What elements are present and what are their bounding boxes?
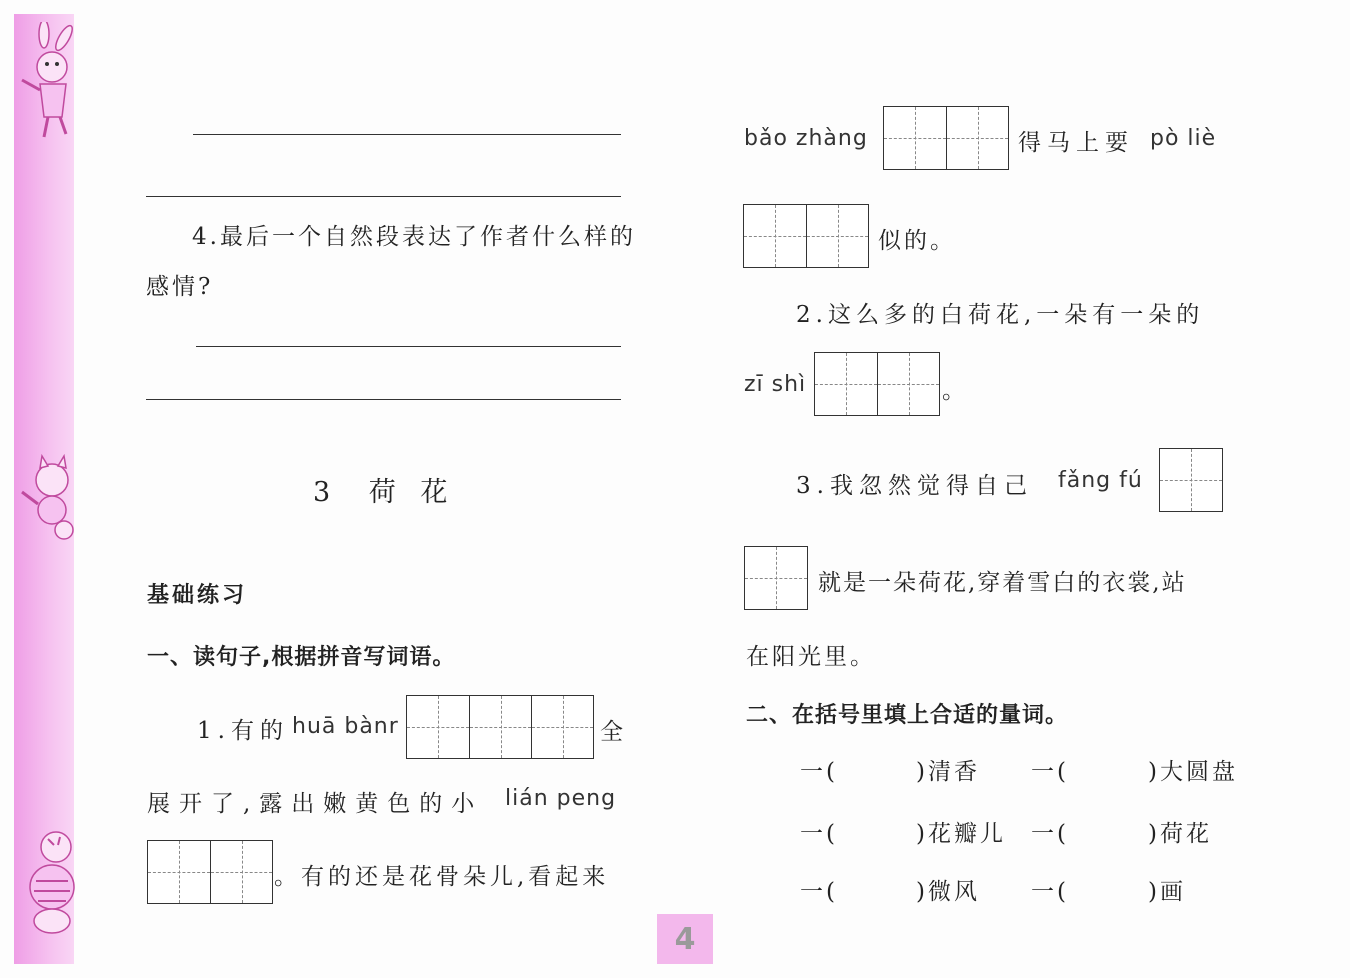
measure-word-text: )花瓣儿 bbox=[916, 821, 1006, 847]
grid-cell[interactable] bbox=[531, 696, 593, 758]
writing-grid-1[interactable] bbox=[1159, 448, 1223, 512]
answer-line[interactable] bbox=[193, 134, 621, 135]
sentence-2-end: 。 bbox=[942, 378, 968, 404]
grid-cell[interactable] bbox=[815, 353, 877, 415]
sentence-1-end: 似的。 bbox=[878, 228, 956, 254]
rabbit-mascot-icon bbox=[14, 22, 84, 142]
sentence-3-line-2: 就是一朵荷花,穿着雪白的衣裳,站 bbox=[818, 570, 1187, 596]
sentence-1-line-3: 。有的还是花骨朵儿,看起来 bbox=[274, 864, 610, 890]
cat-mascot-icon bbox=[14, 452, 84, 542]
question-4-text: 4.最后一个自然段表达了作者什么样的 bbox=[192, 224, 636, 250]
pinyin-baozhang: bǎo zhàng bbox=[744, 126, 868, 151]
measure-word-text: )微风 bbox=[916, 879, 980, 905]
pinyin-huaban: huā bànr bbox=[292, 714, 399, 739]
measure-blank-left[interactable]: 一( bbox=[1031, 879, 1069, 905]
answer-line[interactable] bbox=[196, 346, 621, 347]
sentence-1-prefix: 1.有的 bbox=[197, 718, 289, 744]
sentence-2: 2.这么多的白荷花,一朵有一朵的 bbox=[796, 302, 1205, 328]
writing-grid-2[interactable] bbox=[883, 106, 1009, 170]
grid-cell[interactable] bbox=[946, 107, 1008, 169]
sentence-3-prefix: 3.我忽然觉得自己 bbox=[796, 473, 1033, 499]
grid-cell[interactable] bbox=[1160, 449, 1222, 511]
pinyin-lianpeng: lián peng bbox=[505, 786, 617, 811]
writing-grid-2[interactable] bbox=[814, 352, 940, 416]
measure-blank-left[interactable]: 一( bbox=[1031, 759, 1069, 785]
sentence-1-mid: 得马上要 bbox=[1018, 130, 1134, 156]
grid-cell[interactable] bbox=[877, 353, 939, 415]
question-4-text-cont: 感情? bbox=[146, 274, 214, 300]
measure-word-text: )清香 bbox=[916, 759, 980, 785]
grid-cell[interactable] bbox=[884, 107, 946, 169]
writing-grid-1[interactable] bbox=[744, 546, 808, 610]
sentence-3-line-3: 在阳光里。 bbox=[746, 644, 876, 670]
answer-line[interactable] bbox=[146, 399, 621, 400]
writing-grid-2[interactable] bbox=[147, 840, 273, 904]
measure-blank-left[interactable]: 一( bbox=[1031, 821, 1069, 847]
grid-cell[interactable] bbox=[806, 205, 868, 267]
lesson-name: 荷 花 bbox=[368, 477, 456, 508]
grid-cell[interactable] bbox=[407, 696, 469, 758]
measure-blank-left[interactable]: 一( bbox=[800, 759, 838, 785]
grid-cell[interactable] bbox=[469, 696, 531, 758]
tiger-mascot-icon bbox=[14, 825, 84, 940]
grid-cell[interactable] bbox=[745, 547, 807, 609]
pinyin-zishi: zī shì bbox=[744, 372, 807, 397]
measure-blank-left[interactable]: 一( bbox=[800, 821, 838, 847]
measure-word-text: )荷花 bbox=[1148, 821, 1212, 847]
section-heading-basic: 基础练习 bbox=[147, 583, 248, 608]
writing-grid-3[interactable] bbox=[406, 695, 594, 759]
sentence-1-line-2: 展开了,露出嫩黄色的小 bbox=[147, 791, 484, 817]
sentence-1-continuation: 全 bbox=[600, 719, 626, 745]
measure-word-text: )大圆盘 bbox=[1148, 759, 1238, 785]
pinyin-fangfu: fǎng fú bbox=[1058, 468, 1143, 493]
lesson-title bbox=[313, 470, 455, 509]
pinyin-polie: pò liè bbox=[1150, 126, 1217, 151]
part-1-heading: 一、读句子,根据拼音写词语。 bbox=[147, 645, 456, 670]
measure-word-text: )画 bbox=[1148, 879, 1186, 905]
grid-cell[interactable] bbox=[210, 841, 272, 903]
part-2-heading: 二、在括号里填上合适的量词。 bbox=[746, 703, 1069, 728]
writing-grid-2[interactable] bbox=[743, 204, 869, 268]
measure-blank-left[interactable]: 一( bbox=[800, 879, 838, 905]
lesson-number: 3 bbox=[313, 477, 339, 508]
page-number: 4 bbox=[657, 914, 713, 964]
answer-line[interactable] bbox=[146, 196, 621, 197]
grid-cell[interactable] bbox=[148, 841, 210, 903]
grid-cell[interactable] bbox=[744, 205, 806, 267]
